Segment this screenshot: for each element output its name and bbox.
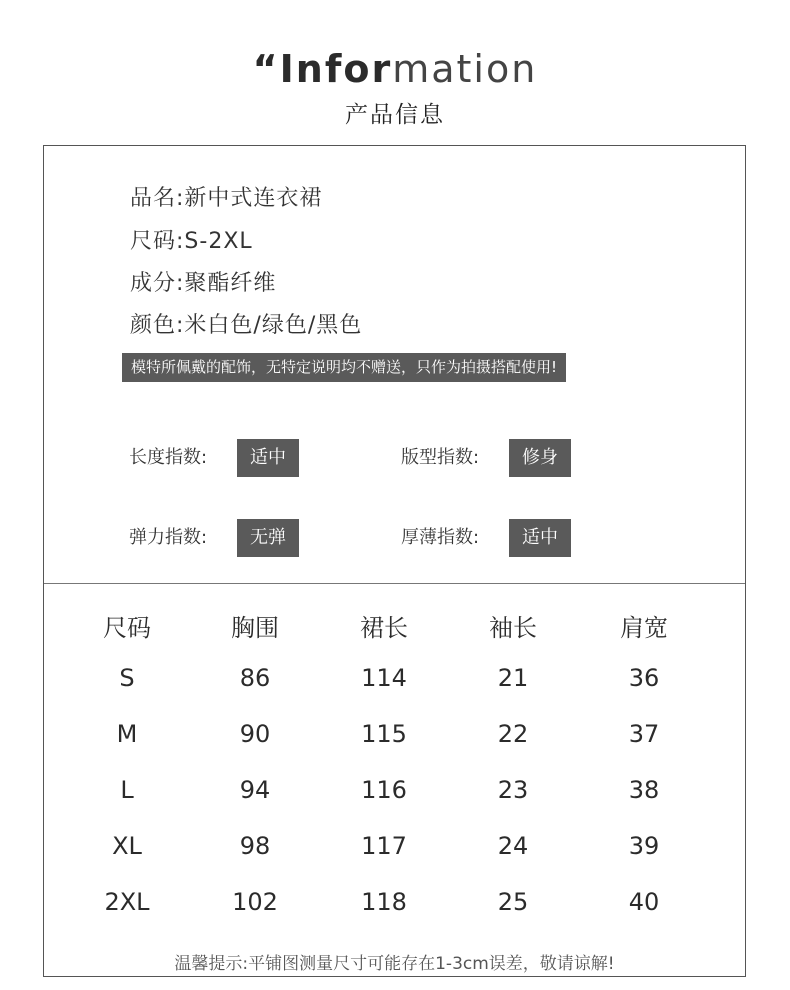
length-index-label: 长度指数:	[129, 447, 208, 468]
page-title	[0, 44, 790, 94]
table-cell-sleeve-length: 25	[497, 888, 529, 916]
table-cell-size: 2XL	[104, 888, 150, 916]
product-material: 成分:聚酯纤维	[130, 271, 277, 296]
table-cell-shoulder-width: 36	[628, 664, 660, 692]
table-cell-shoulder-width: 39	[628, 832, 660, 860]
table-cell-dress-length: 116	[361, 776, 407, 804]
table-header-sleeve-length: 袖长	[489, 614, 537, 642]
table-cell-size: S	[119, 664, 135, 692]
product-name: 品名:新中式连衣裙	[130, 186, 323, 211]
table-cell-bust: 86	[239, 664, 271, 692]
section-divider	[44, 583, 745, 584]
title-light-part: mation	[392, 47, 538, 91]
product-info-panel	[43, 145, 746, 977]
thickness-index-badge: 适中	[509, 519, 571, 557]
table-cell-shoulder-width: 37	[628, 720, 660, 748]
table-cell-dress-length: 114	[361, 664, 407, 692]
thickness-index-label: 厚薄指数:	[401, 527, 480, 548]
accessory-notice-banner: 模特所佩戴的配饰，无特定说明均不赠送，只作为拍摄搭配使用!	[122, 353, 566, 382]
table-header-size: 尺码	[103, 614, 151, 642]
table-cell-dress-length: 117	[361, 832, 407, 860]
fit-index-badge: 修身	[509, 439, 571, 477]
table-cell-shoulder-width: 38	[628, 776, 660, 804]
table-cell-sleeve-length: 23	[497, 776, 529, 804]
table-header-shoulder-width: 肩宽	[620, 614, 668, 642]
table-cell-bust: 102	[232, 888, 278, 916]
page-subtitle: 产品信息	[345, 102, 445, 128]
table-header-bust: 胸围	[231, 614, 279, 642]
table-cell-dress-length: 115	[361, 720, 407, 748]
title-bold-part: Infor	[279, 47, 393, 91]
table-cell-sleeve-length: 24	[497, 832, 529, 860]
table-cell-size: XL	[112, 832, 142, 860]
product-colors: 颜色:米白色/绿色/黑色	[130, 313, 363, 338]
elasticity-index-badge: 无弹	[237, 519, 299, 557]
fit-index-label: 版型指数:	[401, 447, 480, 468]
table-header-dress-length: 裙长	[360, 614, 408, 642]
table-cell-sleeve-length: 21	[497, 664, 529, 692]
table-cell-bust: 98	[239, 832, 271, 860]
quote-mark: “	[252, 47, 280, 91]
table-cell-size: M	[116, 720, 138, 748]
table-cell-size: L	[120, 776, 134, 804]
table-cell-dress-length: 118	[361, 888, 407, 916]
table-cell-bust: 94	[239, 776, 271, 804]
table-cell-sleeve-length: 22	[497, 720, 529, 748]
table-cell-shoulder-width: 40	[628, 888, 660, 916]
product-size-range: 尺码:S-2XL	[130, 229, 253, 254]
length-index-badge: 适中	[237, 439, 299, 477]
measurement-disclaimer: 温馨提示:平铺图测量尺寸可能存在1-3cm误差，敬请谅解!	[174, 954, 615, 974]
table-cell-bust: 90	[239, 720, 271, 748]
elasticity-index-label: 弹力指数:	[129, 527, 208, 548]
